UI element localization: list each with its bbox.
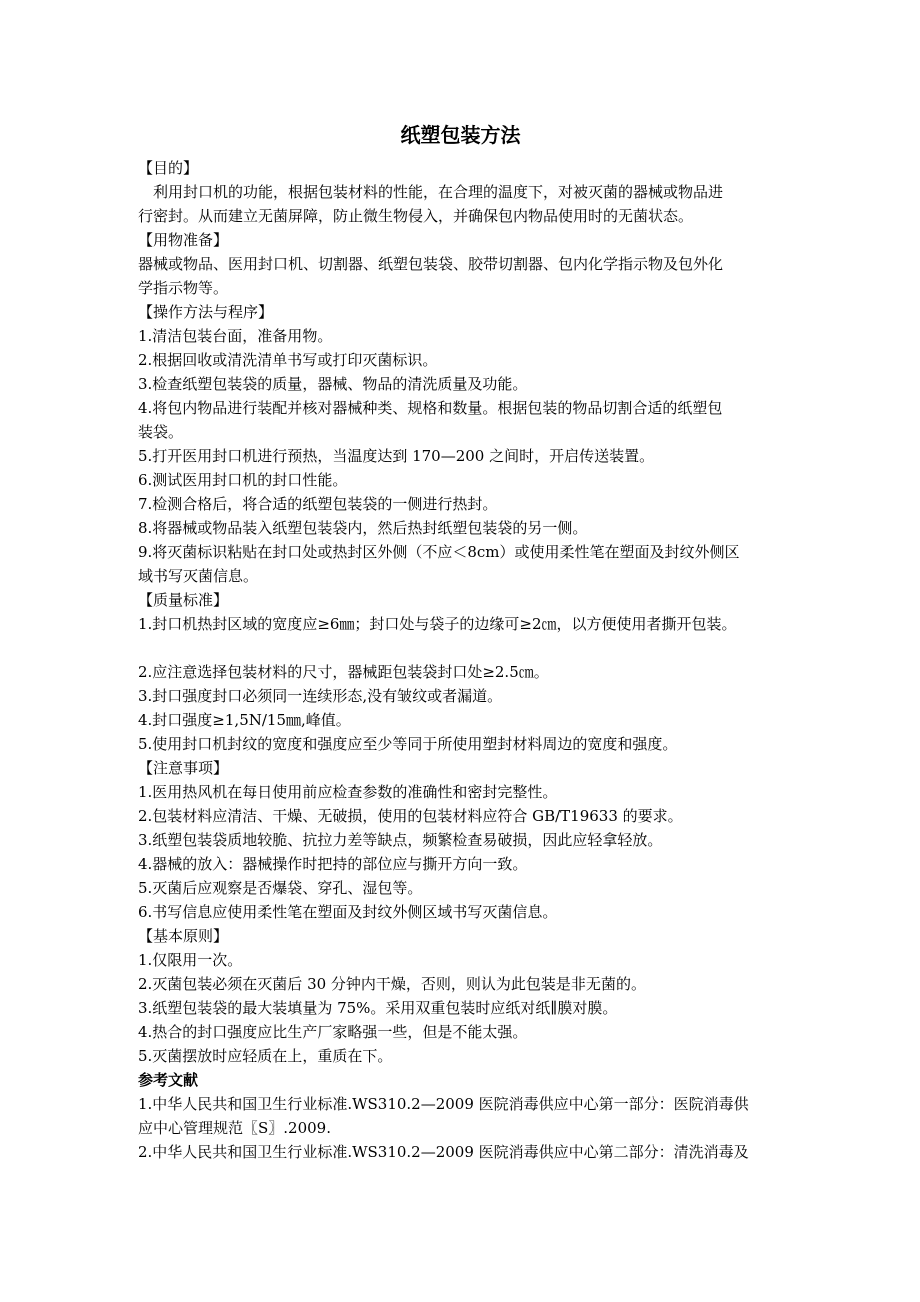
- list-item: 3.封口强度封口必须同一连续形态,没有皱纹或者漏道。: [138, 687, 503, 705]
- blank-line: [138, 636, 783, 660]
- paragraph-line: 器械或物品、医用封口机、切割器、纸塑包装袋、胶带切割器、包内化学指示物及包外化: [138, 255, 724, 273]
- list-item: 2.应注意选择包装材料的尺寸，器械距包装袋封口处≥2.5㎝。: [138, 663, 549, 681]
- section-heading-quality: 【质量标准】: [138, 591, 229, 609]
- reference-line: 应中心管理规范〖S〗.2009.: [138, 1119, 331, 1137]
- list-item: 4.热合的封口强度应比生产厂家略强一些，但是不能太强。: [138, 1023, 528, 1041]
- document-page: [138, 118, 783, 1164]
- list-item: 4.封口强度≥1,5N/15㎜,峰值。: [138, 711, 351, 729]
- list-item: 5.灭菌后应观察是否爆袋、穿孔、湿包等。: [138, 879, 423, 897]
- paragraph-line: 学指示物等。: [138, 279, 229, 297]
- list-item: 1.清洁包装台面，准备用物。: [138, 327, 333, 345]
- list-item: 5.使用封口机封纹的宽度和强度应至少等同于所使用塑封材料周边的宽度和强度。: [138, 735, 678, 753]
- paragraph-line: 行密封。从而建立无菌屏障，防止微生物侵入，并确保包内物品使用时的无菌状态。: [138, 207, 694, 225]
- section-references: [138, 1068, 783, 1164]
- section-heading-supplies: 【用物准备】: [138, 231, 229, 249]
- reference-line: 2.中华人民共和国卫生行业标准.WS310.2—2009 医院消毒供应中心第二部分：清洗消毒及: [138, 1143, 749, 1161]
- paragraph-line: 利用封口机的功能，根据包装材料的性能，在合理的温度下，对被灭菌的器械或物品进: [153, 183, 724, 201]
- list-item: 4.将包内物品进行装配并核对器械种类、规格和数量。根据包装的物品切割合适的纸塑包: [138, 399, 723, 417]
- list-item: 9.将灭菌标识粘贴在封口处或热封区外侧（不应＜8cm）或使用柔性笔在塑面及封纹外侧区: [138, 543, 740, 561]
- section-heading-notes: 【注意事项】: [138, 759, 229, 777]
- list-item: 2.包装材料应清洁、干燥、无破损，使用的包装材料应符合 GB/T19633 的要求。: [138, 807, 683, 825]
- list-item: 5.打开医用封口机进行预热，当温度达到 170—200 之间时，开启传送装置。: [138, 447, 655, 465]
- reference-line: 1.中华人民共和国卫生行业标准.WS310.2—2009 医院消毒供应中心第一部分：医院消毒供: [138, 1095, 749, 1113]
- page-title: 纸塑包装方法: [400, 123, 521, 147]
- list-item: 7.检测合格后，将合适的纸塑包装袋的一侧进行热封。: [138, 495, 498, 513]
- list-item: 1.医用热风机在每日使用前应检查参数的准确性和密封完整性。: [138, 783, 558, 801]
- list-item: 1.仅限用一次。: [138, 951, 243, 969]
- list-item: 装袋。: [138, 423, 184, 441]
- list-item: 2.根据回收或清洗清单书写或打印灭菌标识。: [138, 351, 438, 369]
- section-notes: [138, 756, 783, 924]
- list-item: 3.检查纸塑包装袋的质量，器械、物品的清洗质量及功能。: [138, 375, 528, 393]
- section-principles: [138, 924, 783, 1068]
- section-purpose: [138, 156, 783, 228]
- list-item: 1.封口机热封区域的宽度应≥6㎜；封口处与袋子的边缘可≥2㎝，以方便使用者撕开包装。: [138, 615, 737, 633]
- list-item: 5.灭菌摆放时应轻质在上，重质在下。: [138, 1047, 393, 1065]
- list-item: 6.测试医用封口机的封口性能。: [138, 471, 348, 489]
- section-heading-purpose: 【目的】: [138, 159, 199, 177]
- list-item: 4.器械的放入：器械操作时把持的部位应与撕开方向一致。: [138, 855, 528, 873]
- list-item: 域书写灭菌信息。: [138, 567, 259, 585]
- list-item: 3.纸塑包装袋的最大装填量为 75%。采用双重包装时应纸对纸∥膜对膜。: [138, 999, 618, 1017]
- section-heading-references: 参考文献: [138, 1071, 199, 1089]
- list-item: 8.将器械或物品装入纸塑包装袋内，然后热封纸塑包装袋的另一侧。: [138, 519, 588, 537]
- section-heading-principles: 【基本原则】: [138, 927, 229, 945]
- section-quality: [138, 588, 783, 756]
- list-item: 6.书写信息应使用柔性笔在塑面及封纹外侧区域书写灭菌信息。: [138, 903, 558, 921]
- section-heading-procedure: 【操作方法与程序】: [138, 303, 274, 321]
- list-item: 3.纸塑包装袋质地较脆、抗拉力差等缺点，频繁检查易破损，因此应轻拿轻放。: [138, 831, 663, 849]
- section-supplies: [138, 228, 783, 300]
- section-procedure: [138, 300, 783, 588]
- list-item: 2.灭菌包装必须在灭菌后 30 分钟内干燥，否则，则认为此包装是非无菌的。: [138, 975, 646, 993]
